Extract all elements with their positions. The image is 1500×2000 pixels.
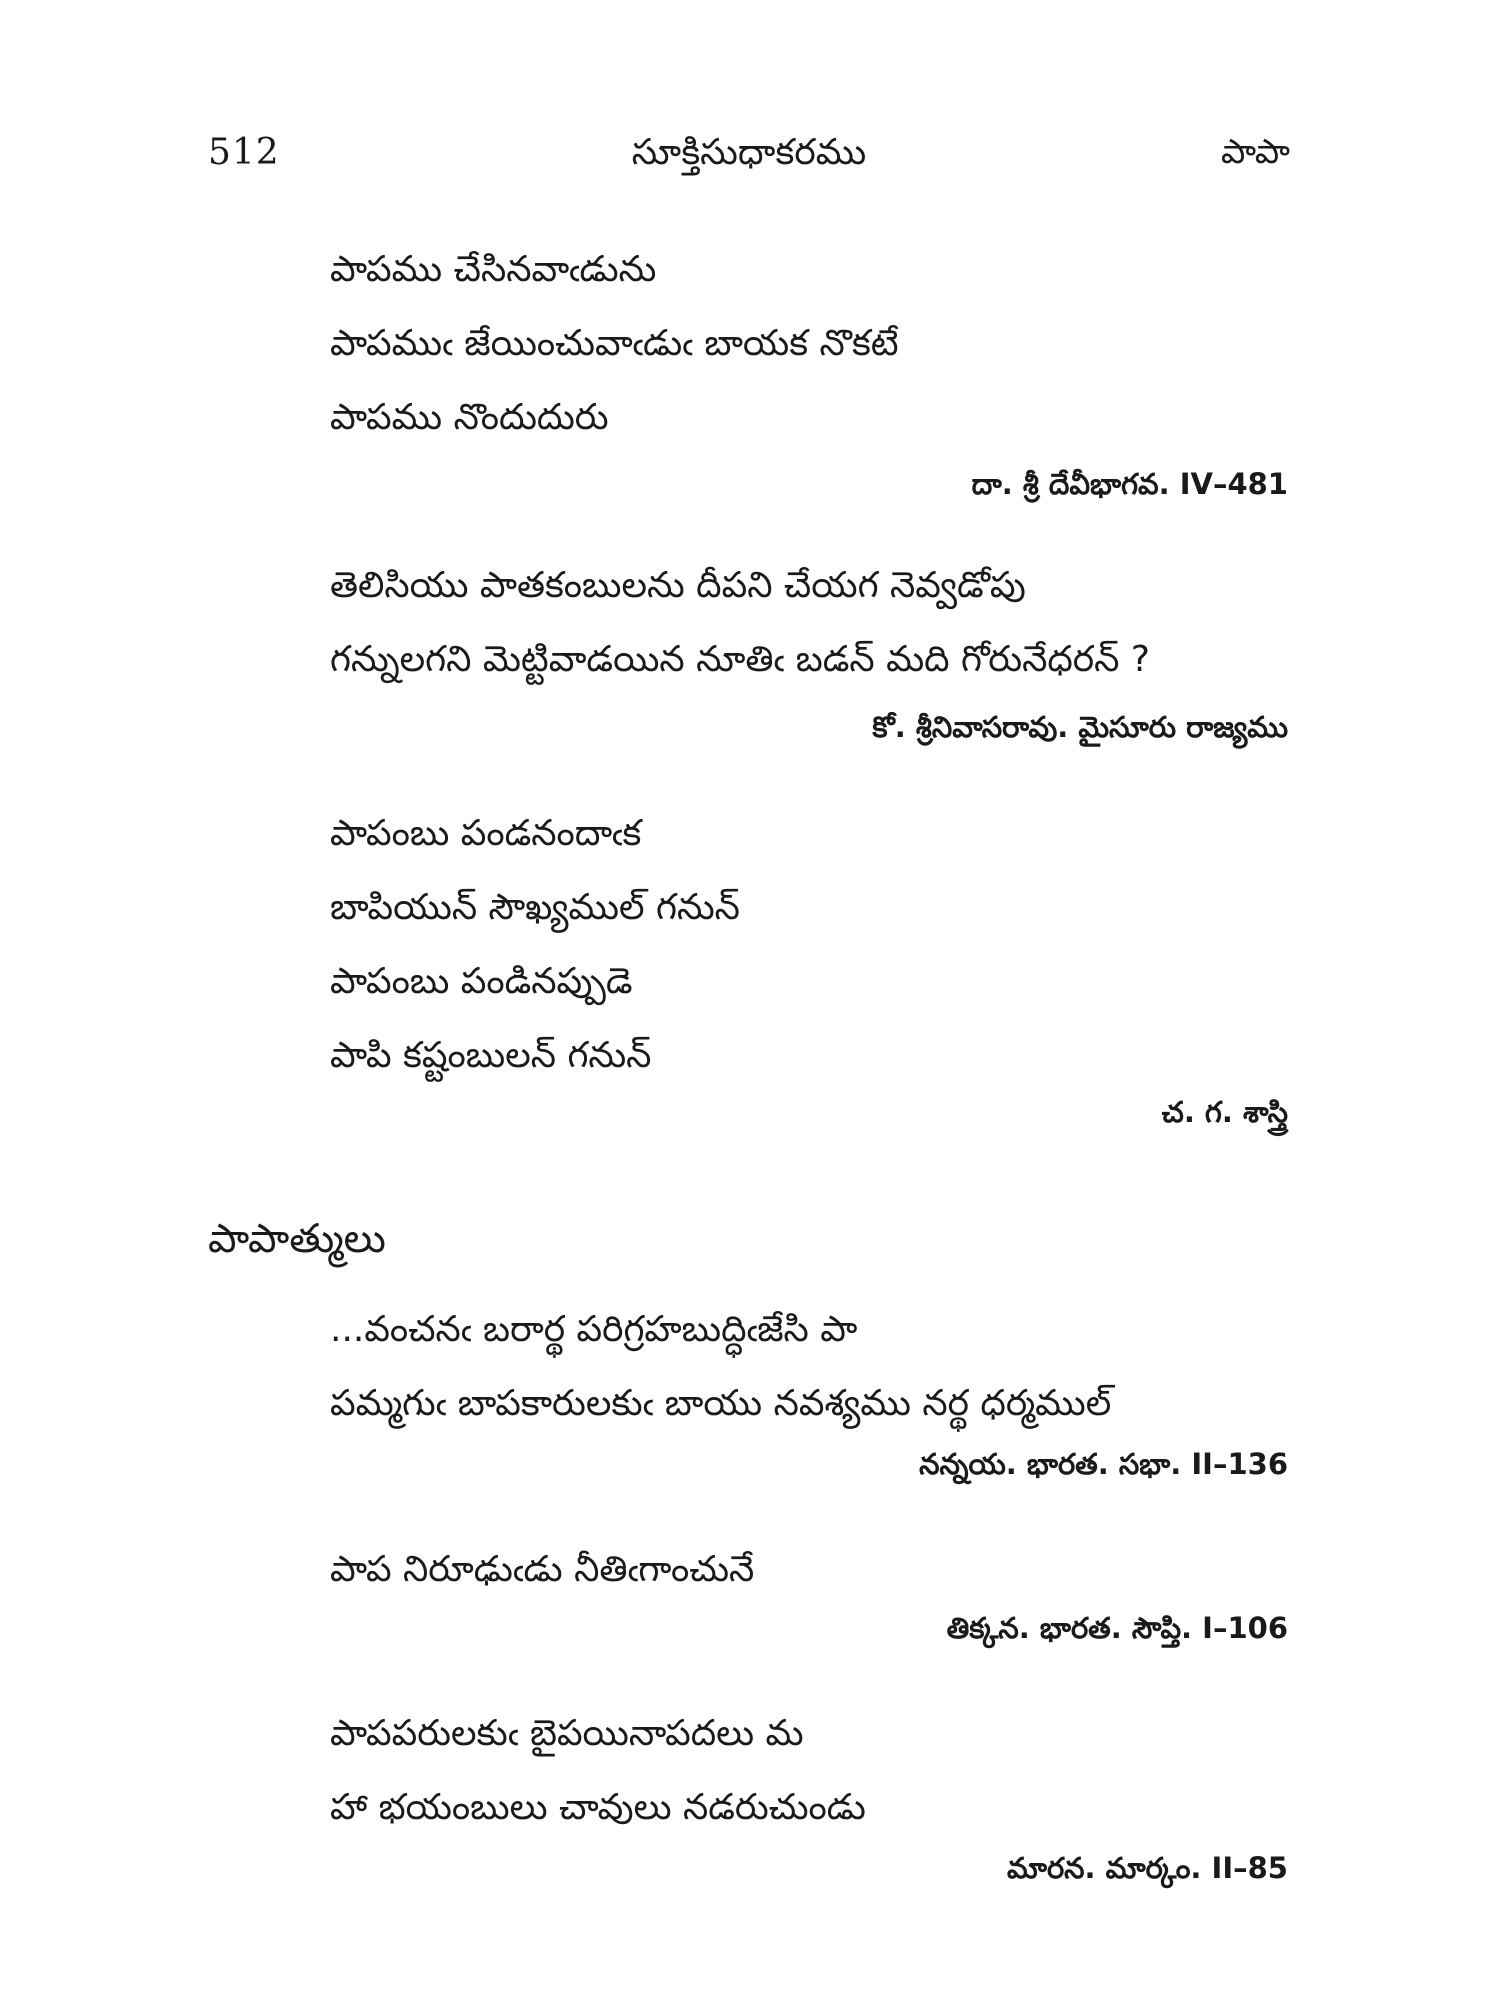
verse-line: గన్నులగని మెట్టివాడయిన నూతిఁ బడన్ మది గోరునేధరన్ ? [330, 639, 1150, 680]
verse-line: పాపంబు పండినప్పుడె [330, 961, 633, 1002]
section-guide-word: పాపా [1220, 132, 1290, 172]
verse-line: పాపి కష్టంబులన్ గనున్ [330, 1035, 652, 1076]
citation: కో. శ్రీనివాసరావు. మైసూరు రాజ్యము [872, 710, 1288, 744]
verse-line: పాప నిరూఢుఁడు నీతిఁగాంచునే [330, 1549, 755, 1590]
verse-line: హా భయంబులు చావులు నడరుచుండు [330, 1787, 866, 1828]
verse-line: బాపియున్ సౌఖ్యముల్ గనున్ [330, 887, 740, 928]
page-header [208, 132, 1290, 182]
citation: నన్నయ. భారత. సభా. II–136 [919, 1447, 1288, 1481]
verse-line: పాపముఁ జేయించువాఁడుఁ బాయక నొకటే [330, 323, 899, 364]
page-number: 512 [208, 132, 280, 173]
citation: చ. గ. శాస్త్రి [1161, 1095, 1288, 1129]
verse-line: ...వంచనఁ బరార్థ పరిగ్రహబుద్ధిఁజేసి పా [330, 1309, 858, 1350]
citation: దా. శ్రీ దేవీభాగవ. IV–481 [971, 467, 1288, 501]
running-title: సూక్తిసుధాకరము [631, 132, 867, 173]
verse-line: పాపంబు పండనందాఁక [330, 813, 642, 854]
entry-heading: పాపాత్ములు [208, 1216, 386, 1262]
verse-line: పాపపరులకుఁ బైపయినాపదలు మ [330, 1713, 804, 1754]
citation: మారన. మార్కం. II–85 [1006, 1851, 1288, 1885]
verse-line: పాపము చేసినవాఁడును [330, 249, 657, 290]
verse-line: పాపము నొందుదురు [330, 397, 609, 438]
verse-line: పమ్మగుఁ బాపకారులకుఁ బాయు నవశ్యము నర్థ ధర్మముల్ [330, 1383, 1112, 1424]
verse-line: తెలిసియు పాతకంబులను దీపని చేయగ నెవ్వడోపు [330, 565, 1026, 606]
citation: తిక్కన. భారత. సౌప్తి. I–106 [946, 1611, 1288, 1645]
